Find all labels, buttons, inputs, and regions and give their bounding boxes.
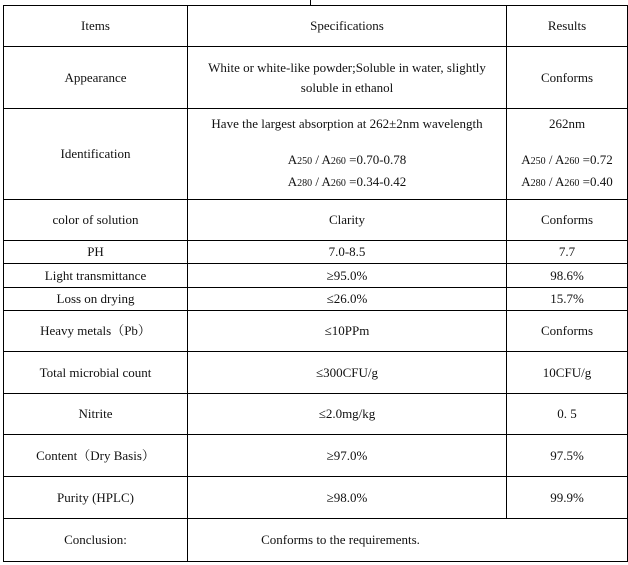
item-cell: Nitrite — [4, 394, 188, 435]
table-row — [4, 288, 628, 311]
spec-ratio: A250 / A260 =0.70-0.78 — [287, 152, 407, 167]
item-cell: Heavy metals（Pb） — [4, 311, 188, 352]
header-items: Items — [4, 6, 188, 47]
spec-cell — [188, 109, 507, 200]
spec-line: soluble in ethanol — [300, 79, 394, 95]
result-cell — [507, 109, 628, 200]
spec-cell: ≤10PPm — [188, 311, 507, 352]
header-results: Results — [507, 6, 628, 47]
table-row — [4, 394, 628, 435]
spec-line: White or white-like powder;Soluble in water, slightly — [208, 59, 486, 75]
result-cell: 15.7% — [507, 288, 628, 311]
item-cell: Content（Dry Basis） — [4, 435, 188, 477]
result-cell: 10CFU/g — [507, 352, 628, 394]
conclusion-label: Conclusion: — [4, 519, 188, 562]
item-cell: Identification — [4, 109, 188, 200]
spec-cell: 7.0-8.5 — [188, 241, 507, 264]
table-row — [4, 435, 628, 477]
table-row-appearance — [4, 47, 628, 109]
conclusion-text: Conforms to the requirements. — [188, 519, 628, 562]
result-cell: Conforms — [507, 311, 628, 352]
result-cell: Conforms — [507, 200, 628, 241]
item-cell: Light transmittance — [4, 264, 188, 288]
item-cell: Total microbial count — [4, 352, 188, 394]
specification-table — [3, 5, 628, 562]
spec-cell: ≥98.0% — [188, 477, 507, 519]
item-cell: PH — [4, 241, 188, 264]
result-cell: Conforms — [507, 47, 628, 109]
spec-cell: ≥95.0% — [188, 264, 507, 288]
table-row — [4, 477, 628, 519]
result-line: 262nm — [548, 116, 586, 131]
item-cell: Purity (HPLC) — [4, 477, 188, 519]
table-header-row — [4, 6, 628, 47]
spec-cell — [188, 47, 507, 109]
spec-cell: Clarity — [188, 200, 507, 241]
spec-cell: ≤2.0mg/kg — [188, 394, 507, 435]
item-cell: color of solution — [4, 200, 188, 241]
item-cell: Loss on drying — [4, 288, 188, 311]
result-cell: 0. 5 — [507, 394, 628, 435]
header-specifications: Specifications — [188, 6, 507, 47]
result-ratio: A280 / A260 =0.40 — [521, 174, 613, 189]
table-row — [4, 200, 628, 241]
table-row-identification — [4, 109, 628, 200]
table-row — [4, 241, 628, 264]
spec-ratio: A280 / A260 =0.34-0.42 — [287, 174, 407, 189]
item-cell: Appearance — [4, 47, 188, 109]
result-ratio: A250 / A260 =0.72 — [521, 152, 613, 167]
result-cell: 97.5% — [507, 435, 628, 477]
table-row — [4, 264, 628, 288]
table-row — [4, 311, 628, 352]
spec-cell: ≥97.0% — [188, 435, 507, 477]
conclusion-row — [4, 519, 628, 562]
result-cell: 99.9% — [507, 477, 628, 519]
spec-cell: ≤26.0% — [188, 288, 507, 311]
spec-line: Have the largest absorption at 262±2nm wavelength — [211, 116, 483, 131]
result-cell: 7.7 — [507, 241, 628, 264]
spec-cell: ≤300CFU/g — [188, 352, 507, 394]
result-cell: 98.6% — [507, 264, 628, 288]
table-row — [4, 352, 628, 394]
